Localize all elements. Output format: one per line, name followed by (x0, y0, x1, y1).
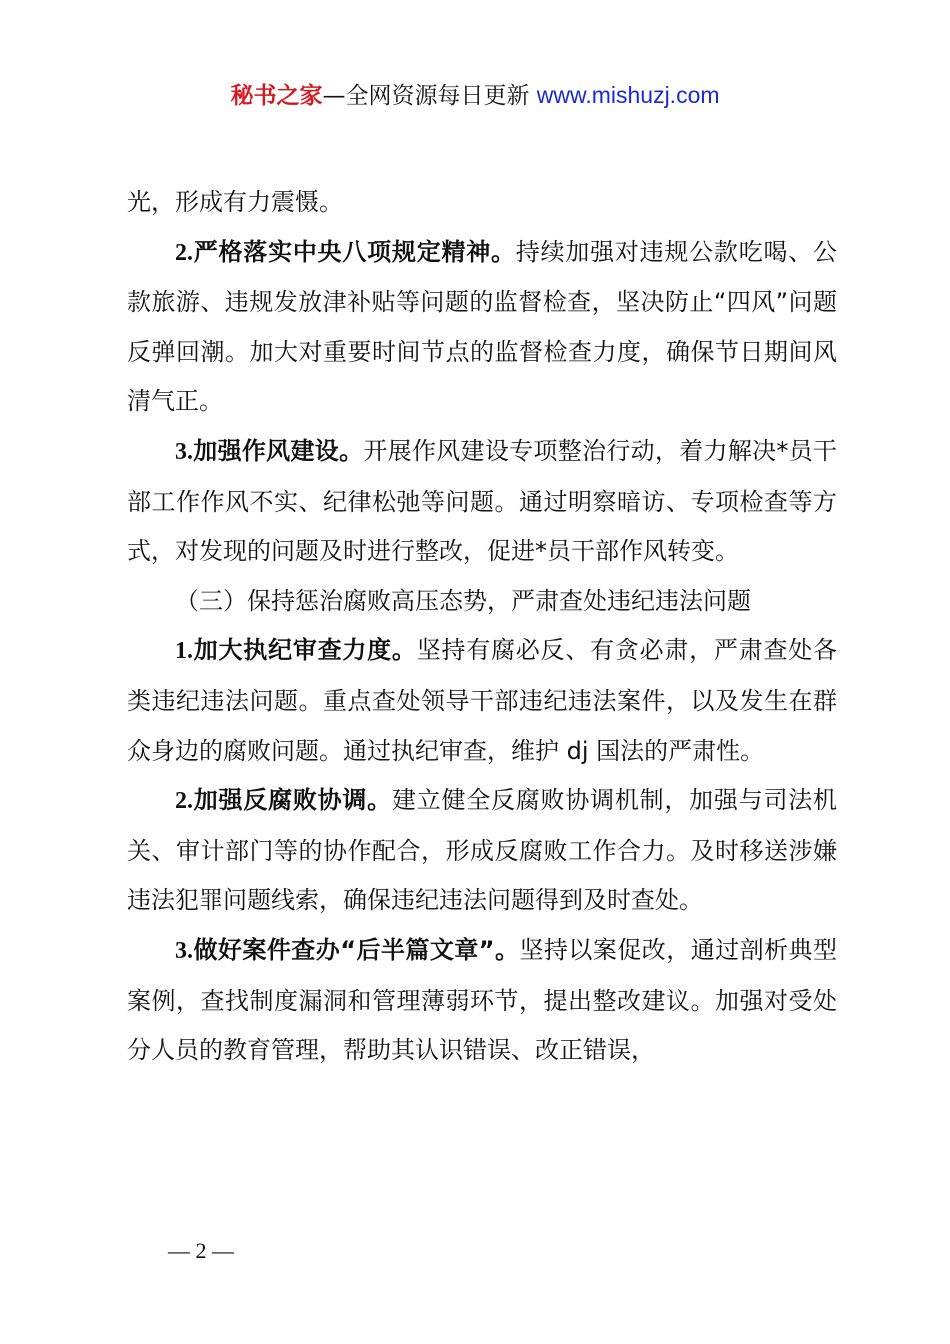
site-header (0, 78, 950, 113)
section-heading-text: （三）保持惩治腐败高压态势，严肃查处违纪违法问题 (175, 586, 751, 615)
site-tagline: —全网资源每日更新 (322, 83, 530, 109)
item-number: 3. (175, 438, 193, 465)
paragraph-body: 开展作风建设专项整治行动，着力解决*员干部工作作风不实、纪律松弛等问题。通过明察暗访、专项检查等方式，对发现的问题及时进行整改，促进*员干部作风转变。 (127, 436, 838, 566)
paragraph (127, 776, 837, 926)
paragraph-body: 持续加强对违规公款吃喝、公款旅游、违规发放津补贴等问题的监督检查，坚决防止“四风”问题反弹回潮。加大对重要时间节点的监督检查力度，确保节日期间风清气正。 (127, 237, 838, 416)
item-heading: 加强作风建设。 (193, 436, 364, 465)
item-heading: 严格落实中央八项规定精神。 (193, 237, 516, 266)
site-brand: 秘书之家 (230, 83, 323, 109)
paragraph (127, 626, 837, 776)
paragraph-body: 坚持有腐必反、有贪必肃，严肃查处各类违纪违法问题。重点查处领导干部违纪违法案件，以及发生在群众身边的腐败问题。通过执纪审查，维护 dj 国法的严肃性。 (127, 636, 838, 765)
paragraph (127, 228, 837, 427)
item-heading: 加大执纪审查力度。 (193, 636, 417, 665)
paragraph (127, 926, 837, 1076)
section-heading (127, 577, 837, 627)
item-heading: 加强反腐败协调。 (193, 786, 392, 815)
paragraph-body: 坚持以案促改，通过剖析典型案例，查找制度漏洞和管理薄弱环节，提出整改建议。加强对受处分人员的教育管理，帮助其认识错误、改正错误， (127, 935, 838, 1065)
item-number: 1. (175, 638, 193, 665)
item-number: 2. (175, 788, 193, 815)
paragraph-body: 光，形成有力震慑。 (127, 188, 343, 216)
document-body (127, 178, 837, 1076)
item-number: 3. (175, 937, 193, 964)
page-number: — 2 — (168, 1238, 234, 1263)
site-url-link[interactable]: www.mishuzj.com (536, 82, 720, 108)
paragraph (127, 178, 837, 228)
paragraph (127, 427, 837, 577)
paragraph-body: 建立健全反腐败协调机制，加强与司法机关、审计部门等的协作配合，形成反腐败工作合力。及时移送涉嫌违法犯罪问题线索，确保违纪违法问题得到及时查处。 (127, 786, 838, 915)
item-number: 2. (175, 239, 193, 266)
item-heading: 做好案件查办“后半篇文章”。 (193, 935, 520, 964)
